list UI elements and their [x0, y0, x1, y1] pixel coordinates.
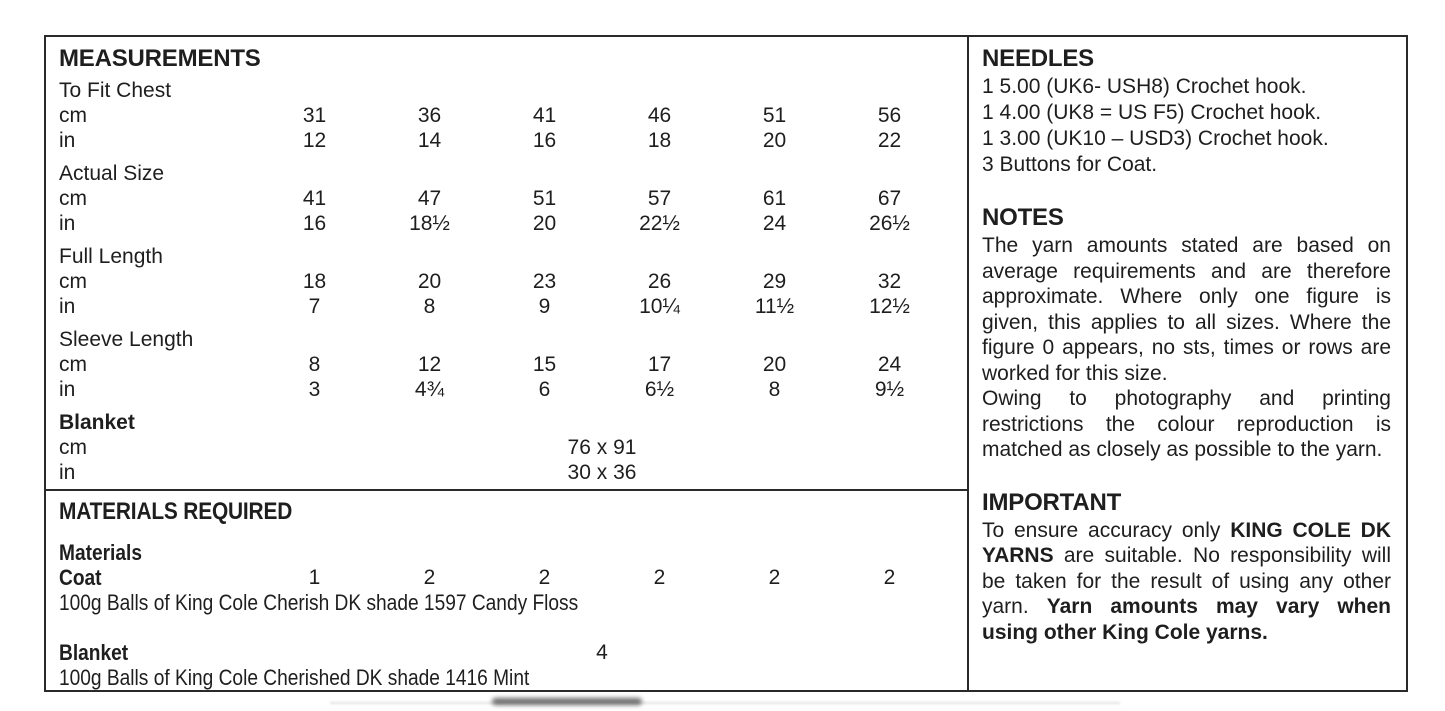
blanket-quantity-row: [59, 640, 953, 665]
size-value: 47: [417, 187, 442, 210]
size-value: 67: [877, 187, 902, 210]
notes-title: NOTES: [982, 204, 1064, 231]
measurement-label: Full Length: [59, 245, 163, 268]
size-value: 6½: [644, 378, 675, 401]
unit-cm: cm: [59, 187, 87, 210]
measurement-label: To Fit Chest: [59, 79, 172, 102]
important-paragraph: [982, 518, 1391, 646]
blanket-yarn-description: 100g Balls of King Cole Cherished DK shade 1416 Mint: [59, 665, 530, 690]
needles-item: 3 Buttons for Coat.: [982, 153, 1158, 176]
size-value: 41: [532, 104, 557, 127]
measurement-row-cm: [59, 269, 953, 294]
coat-quantity-row: [59, 565, 953, 590]
important-text: are suitable. No responsibility will be taken for the result of using any other yarn.: [982, 544, 1391, 618]
size-value: 32: [877, 270, 902, 293]
measurement-group-actual-size: [59, 161, 953, 236]
size-value: 9: [538, 295, 551, 318]
materials-section: [46, 491, 967, 690]
notes-paragraph: Owing to photography and printing restrictions the colour reproduction is matched as closely as possible to the yarn.: [982, 387, 1391, 461]
measurement-group-full-length: [59, 244, 953, 319]
measurement-group-blanket: [59, 410, 953, 485]
size-value: 41: [302, 187, 327, 210]
materials-subtitle: Materials: [59, 540, 142, 565]
unit-cm: cm: [59, 104, 87, 127]
size-value: 18½: [409, 212, 450, 235]
unit-in: in: [59, 295, 76, 318]
measurement-row-cm: [59, 186, 953, 211]
unit-in: in: [59, 378, 76, 401]
coat-ball-count: 2: [883, 566, 896, 589]
measurement-label: Actual Size: [59, 162, 165, 185]
pattern-spec-sheet: [44, 35, 1408, 692]
spacer: [59, 615, 953, 640]
size-value: 18: [647, 129, 672, 152]
size-value: 61: [762, 187, 787, 210]
measurement-row-cm: [59, 103, 953, 128]
blanket-size-cm: 76 x 91: [567, 436, 637, 459]
needles-item: 1 5.00 (UK6- USH8) Crochet hook.: [982, 75, 1307, 98]
size-value: 8: [423, 295, 436, 318]
size-value: 57: [647, 187, 672, 210]
blanket-size-in: 30 x 36: [567, 461, 637, 484]
measurement-label: Sleeve Length: [59, 328, 194, 351]
coat-ball-count: 2: [768, 566, 781, 589]
size-value: 18: [302, 270, 327, 293]
materials-title: [59, 497, 953, 527]
size-value: 31: [302, 104, 327, 127]
left-pane: [46, 37, 969, 690]
unit-cm: cm: [59, 270, 87, 293]
size-value: 20: [417, 270, 442, 293]
size-value: 22½: [639, 212, 680, 235]
size-value: 3: [308, 378, 321, 401]
size-value: 15: [532, 353, 557, 376]
size-value: 56: [877, 104, 902, 127]
spacer: [59, 527, 953, 540]
blanket-label: Blanket: [59, 640, 129, 665]
size-value: 12: [417, 353, 442, 376]
coat-ball-count: 2: [653, 566, 666, 589]
scan-artifact-smudge: [492, 698, 642, 705]
size-value: 51: [532, 187, 557, 210]
needles-item: 1 4.00 (UK8 = US F5) Crochet hook.: [982, 101, 1322, 124]
size-value: 4¾: [414, 378, 445, 401]
size-value: 29: [762, 270, 787, 293]
scan-artifact-line: [330, 702, 1120, 704]
measurement-row-cm: [59, 352, 953, 377]
size-value: 46: [647, 104, 672, 127]
measurement-row-cm: [59, 435, 953, 460]
coat-yarn-description: 100g Balls of King Cole Cherish DK shade 1597 Candy Floss: [59, 590, 579, 615]
measurement-row-in: [59, 294, 953, 319]
measurements-title: MEASUREMENTS: [59, 45, 261, 72]
size-value: 7: [308, 295, 321, 318]
size-value: 8: [308, 353, 321, 376]
size-value: 16: [302, 212, 327, 235]
important-text: To ensure accuracy only: [982, 518, 1231, 542]
important-title: IMPORTANT: [982, 488, 1122, 516]
measurement-row-in: [59, 460, 953, 485]
size-value: 8: [768, 378, 781, 401]
coat-ball-count: 1: [308, 566, 321, 589]
measurement-row-in: [59, 211, 953, 236]
notes-paragraph: The yarn amounts stated are based on average requirements and are therefore approximate. Where only one figure is given, this applies to all sizes. Where the figure 0 appears, no sts, times or rows are worked for this size.: [982, 234, 1391, 385]
measurement-group-to-fit-chest: [59, 78, 953, 153]
size-value: 6: [538, 378, 551, 401]
measurement-row-in: [59, 377, 953, 402]
coat-ball-count: 2: [423, 566, 436, 589]
coat-label: Coat: [59, 565, 102, 590]
needles-title: NEEDLES: [982, 45, 1094, 72]
needles-item: 1 3.00 (UK10 – USD3) Crochet hook.: [982, 127, 1329, 150]
important-text-bold: Yarn amounts may vary when using other King Cole yarns.: [982, 595, 1391, 644]
size-value: 12: [302, 129, 327, 152]
blanket-ball-count: 4: [596, 641, 608, 664]
measurement-label: Blanket: [59, 411, 135, 434]
measurement-row-in: [59, 128, 953, 153]
important-text-bold: KING COLE DK YARNS: [982, 518, 1391, 567]
size-value: 20: [532, 212, 557, 235]
materials-title-text: MATERIALS REQUIRED: [59, 498, 293, 525]
size-value: 11½: [754, 295, 795, 318]
unit-in: in: [59, 129, 76, 152]
size-value: 51: [762, 104, 787, 127]
size-value: 9½: [874, 378, 905, 401]
right-pane: [969, 37, 1406, 690]
size-value: 17: [647, 353, 672, 376]
size-value: 24: [762, 212, 787, 235]
size-value: 24: [877, 353, 902, 376]
size-value: 12½: [869, 295, 910, 318]
measurements-section: [46, 37, 967, 491]
unit-cm: cm: [59, 436, 87, 459]
size-value: 20: [762, 129, 787, 152]
unit-in: in: [59, 461, 76, 484]
measurement-group-sleeve-length: [59, 327, 953, 402]
coat-ball-count: 2: [538, 566, 551, 589]
size-value: 10¼: [639, 295, 680, 318]
size-value: 36: [417, 104, 442, 127]
size-value: 14: [417, 129, 442, 152]
size-value: 26½: [869, 212, 910, 235]
size-value: 20: [762, 353, 787, 376]
unit-in: in: [59, 212, 76, 235]
unit-cm: cm: [59, 353, 87, 376]
size-value: 22: [877, 129, 902, 152]
size-value: 23: [532, 270, 557, 293]
size-value: 26: [647, 270, 672, 293]
size-value: 16: [532, 129, 557, 152]
